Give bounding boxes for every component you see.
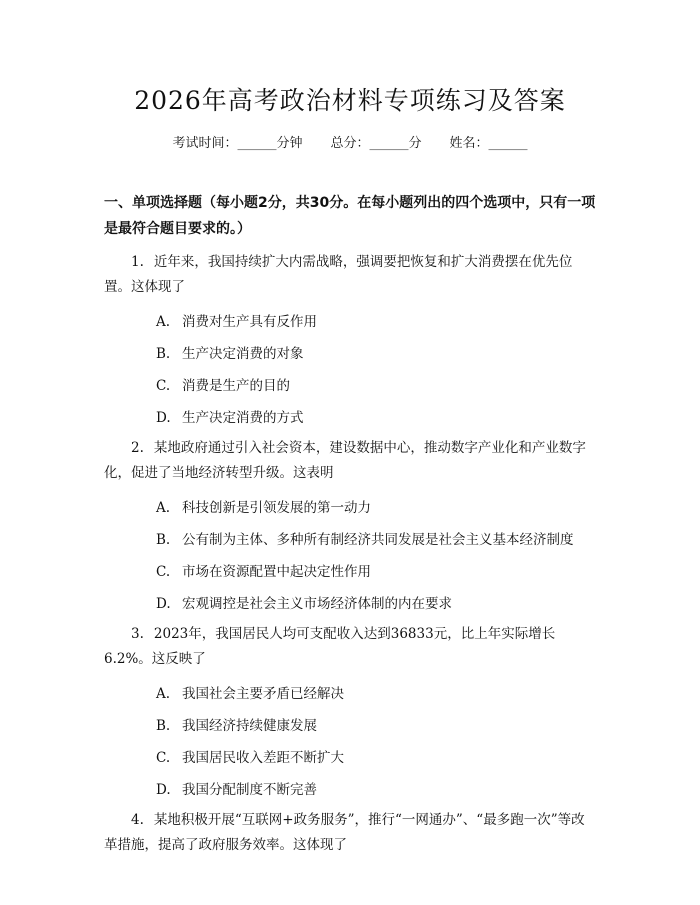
document-title: 2026年高考政治材料专项练习及答案 — [134, 86, 566, 115]
option-b — [156, 530, 596, 550]
total-score-field: 总分：______分 — [330, 136, 422, 151]
exam-time-field: 考试时间：______分钟 — [172, 136, 303, 151]
option-text: 我国分配制度不断完善 — [182, 782, 317, 798]
option-letter: D. — [156, 596, 171, 612]
option-letter: B. — [156, 532, 171, 548]
option-a — [156, 312, 596, 332]
option-c — [156, 748, 596, 768]
option-letter: A. — [156, 686, 171, 702]
question-stem: 某地积极开展“互联网+政务服务”，推行“一网通办”、“最多跑一次”等改革措施，提高了政府服务效率。这体现了 — [104, 812, 585, 853]
option-text: 消费对生产具有反作用 — [182, 314, 317, 330]
option-text: 消费是生产的目的 — [182, 378, 290, 394]
option-text: 我国社会主要矛盾已经解决 — [182, 686, 344, 702]
option-letter: C. — [156, 750, 171, 766]
question-number: 1. — [131, 254, 144, 270]
question-2-options — [104, 498, 596, 614]
question-stem: 近年来，我国持续扩大内需战略，强调要把恢复和扩大消费摆在优先位置。这体现了 — [104, 254, 573, 295]
option-text: 公有制为主体、多种所有制经济共同发展是社会主义基本经济制度 — [182, 532, 574, 548]
option-b — [156, 344, 596, 364]
option-letter: D. — [156, 782, 171, 798]
question-3 — [104, 622, 596, 672]
option-letter: C. — [156, 564, 171, 580]
option-text: 市场在资源配置中起决定性作用 — [182, 564, 371, 580]
option-letter: B. — [156, 718, 171, 734]
question-number: 2. — [131, 440, 144, 456]
option-letter: C. — [156, 378, 171, 394]
question-stem: 某地政府通过引入社会资本，建设数据中心，推动数字产业化和产业数字化，促进了当地经济转型升级。这表明 — [104, 440, 586, 481]
option-text: 我国居民收入差距不断扩大 — [182, 750, 344, 766]
option-letter: A. — [156, 314, 171, 330]
option-text: 宏观调控是社会主义市场经济体制的内在要求 — [182, 596, 452, 612]
question-number: 3. — [131, 626, 144, 642]
option-text: 生产决定消费的对象 — [182, 346, 304, 362]
option-b — [156, 716, 596, 736]
option-text: 生产决定消费的方式 — [182, 410, 304, 426]
exam-meta — [104, 134, 596, 154]
option-text: 科技创新是引领发展的第一动力 — [182, 500, 371, 516]
option-d — [156, 408, 596, 428]
option-c — [156, 376, 596, 396]
option-letter: A. — [156, 500, 171, 516]
question-1 — [104, 250, 596, 300]
option-a — [156, 498, 596, 518]
question-number: 4. — [131, 812, 144, 828]
question-2 — [104, 436, 596, 486]
question-4 — [104, 808, 596, 858]
question-3-options — [104, 684, 596, 800]
option-a — [156, 684, 596, 704]
option-d — [156, 780, 596, 800]
option-text: 我国经济持续健康发展 — [182, 718, 317, 734]
question-stem: 2023年，我国居民人均可支配收入达到36833元，比上年实际增长6.2%。这反映了 — [104, 626, 556, 667]
student-name-field: 姓名：______ — [449, 136, 528, 151]
section-heading: 一、单项选择题（每小题2分，共30分。在每小题列出的四个选项中，只有一项是最符合题目要求的。） — [104, 195, 596, 237]
option-letter: B. — [156, 346, 171, 362]
option-d — [156, 594, 596, 614]
question-1-options — [104, 312, 596, 428]
option-c — [156, 562, 596, 582]
option-letter: D. — [156, 410, 171, 426]
